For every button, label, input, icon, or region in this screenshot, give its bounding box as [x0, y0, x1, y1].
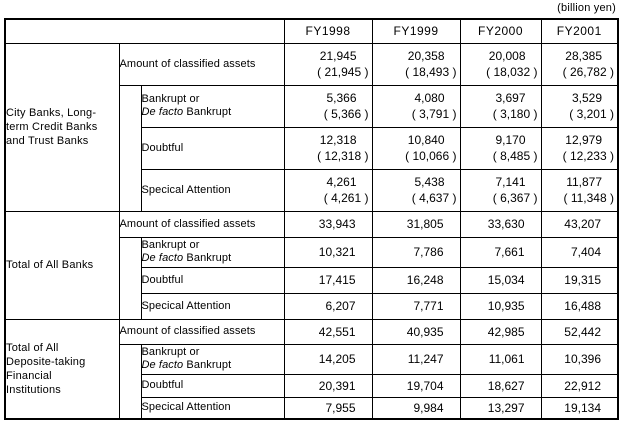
- value-main: 9,984: [413, 400, 444, 415]
- value-main: 42,985: [487, 324, 525, 339]
- value-cell: [460, 397, 541, 419]
- value-main: 10,396: [564, 352, 601, 366]
- value-cell: [284, 344, 372, 374]
- value-main: 3,529: [571, 91, 602, 105]
- value-main: 3,697: [495, 91, 526, 105]
- value-cell: [460, 169, 541, 211]
- value-cell: [372, 85, 460, 127]
- value-paren: ( 21,945 ): [317, 65, 369, 79]
- value-cell: [460, 267, 541, 293]
- value-main: 6,207: [325, 299, 356, 313]
- value-paren: ( 5,366 ): [323, 107, 369, 121]
- group-label-line: Total of All Banks: [6, 259, 94, 271]
- column-header-fy2000: FY2000: [460, 19, 541, 43]
- value-cell: [541, 319, 618, 344]
- value-cell: [541, 169, 618, 211]
- value-cell: [372, 397, 460, 419]
- column-header-fy1999: FY1999: [372, 19, 460, 43]
- bankrupt-label-rest: Bankrupt: [183, 106, 232, 118]
- value-cell: [372, 374, 460, 397]
- row-label-special-attention: Specical Attention: [141, 397, 284, 419]
- value-cell: [284, 43, 372, 85]
- corner-cell: [5, 19, 284, 43]
- value-main: 11,877: [566, 175, 602, 189]
- value-paren: ( 8,485 ): [492, 149, 538, 163]
- bankrupt-label-line2: [142, 359, 284, 372]
- value-paren: ( 18,493 ): [405, 65, 457, 79]
- value-cell: [541, 43, 618, 85]
- value-cell: [460, 43, 541, 85]
- value-cell: [460, 237, 541, 267]
- value-main: 18,627: [487, 378, 525, 393]
- value-main: 13,297: [487, 400, 525, 415]
- bankrupt-label-line1: Bankrupt or: [141, 93, 200, 105]
- classified-assets-table: [4, 18, 619, 420]
- value-main: 7,404: [570, 245, 601, 259]
- row-label-amount: Amount of classified assets: [119, 211, 284, 237]
- value-cell: [372, 237, 460, 267]
- value-main: 7,771: [413, 299, 444, 313]
- value-cell: [460, 85, 541, 127]
- value-cell: [541, 267, 618, 293]
- value-main: 20,358: [407, 49, 445, 63]
- value-main: 5,438: [414, 175, 445, 189]
- value-main: 43,207: [564, 217, 601, 231]
- group-label-line: term Credit Banks: [6, 121, 98, 133]
- value-cell: [541, 397, 618, 419]
- row-label-doubtful: Doubtful: [141, 374, 284, 397]
- group-label-line: Deposite-taking: [6, 355, 86, 368]
- value-main: 7,141: [495, 175, 526, 189]
- value-cell: [284, 267, 372, 293]
- value-cell: [372, 169, 460, 211]
- value-cell: [372, 267, 460, 293]
- value-cell: [284, 237, 372, 267]
- value-paren: ( 4,637 ): [411, 191, 457, 205]
- value-main: 4,261: [326, 175, 357, 189]
- value-cell: [460, 374, 541, 397]
- bankrupt-label-rest: Bankrupt: [183, 359, 232, 371]
- bankrupt-label-line2: [142, 252, 284, 265]
- group-label-total-all-banks: [5, 211, 119, 319]
- value-cell: [284, 127, 372, 169]
- column-header-fy1998: FY1998: [284, 19, 372, 43]
- value-cell: [541, 211, 618, 237]
- value-main: 10,321: [318, 245, 356, 259]
- bankrupt-label-line1: Bankrupt or: [141, 346, 200, 358]
- group-label-line: Institutions: [6, 383, 61, 396]
- row-label-doubtful: Doubtful: [141, 267, 284, 293]
- value-cell: [541, 85, 618, 127]
- value-paren: ( 11,348 ): [563, 191, 614, 205]
- value-main: 33,630: [487, 217, 525, 231]
- value-paren: ( 18,032 ): [486, 65, 538, 79]
- value-main: 10,935: [487, 299, 525, 313]
- value-cell: [541, 237, 618, 267]
- value-main: 12,979: [565, 133, 602, 147]
- value-main: 14,205: [318, 352, 356, 366]
- group-label-line: Total of All: [6, 341, 59, 354]
- value-main: 4,080: [414, 91, 445, 105]
- column-header-fy2001: FY2001: [541, 19, 618, 43]
- de-facto-italic: De facto: [141, 106, 184, 118]
- unit-note: (billion yen): [557, 2, 616, 14]
- value-cell: [284, 374, 372, 397]
- value-main: 9,170: [495, 133, 526, 147]
- group-label-line: and Trust Banks: [6, 135, 89, 147]
- bankrupt-label-line2: [142, 106, 284, 119]
- value-main: 17,415: [318, 273, 356, 287]
- value-cell: [541, 293, 618, 319]
- value-cell: [460, 344, 541, 374]
- value-cell: [372, 211, 460, 237]
- value-paren: ( 3,180 ): [492, 107, 538, 121]
- value-paren: ( 10,066 ): [405, 149, 457, 163]
- group-label-line: Financial: [6, 369, 52, 382]
- value-main: 12,318: [319, 133, 357, 147]
- group-label-line: City Banks, Long-: [6, 107, 97, 119]
- value-main: 20,008: [488, 49, 526, 63]
- value-cell: [460, 211, 541, 237]
- header-row: [5, 19, 618, 43]
- value-main: 10,840: [407, 133, 445, 147]
- value-paren: ( 26,782 ): [562, 65, 614, 79]
- value-cell: [541, 344, 618, 374]
- value-cell: [541, 127, 618, 169]
- row-label-amount: Amount of classified assets: [119, 43, 284, 85]
- value-cell: [460, 127, 541, 169]
- value-main: 11,061: [488, 352, 525, 366]
- value-main: 7,661: [494, 245, 525, 259]
- value-paren: ( 4,261 ): [323, 191, 369, 205]
- value-cell: [284, 211, 372, 237]
- value-main: 15,034: [487, 273, 525, 287]
- value-paren: ( 12,233 ): [562, 149, 614, 163]
- row-label-doubtful: Doubtful: [141, 127, 284, 169]
- row-label-special-attention: Specical Attention: [141, 169, 284, 211]
- value-main: 19,704: [406, 378, 444, 393]
- value-main: 21,945: [319, 49, 357, 63]
- bankrupt-label-line1: Bankrupt or: [141, 239, 200, 251]
- value-cell: [460, 293, 541, 319]
- value-main: 52,442: [564, 324, 601, 339]
- table-row: [5, 211, 618, 237]
- value-cell: [284, 85, 372, 127]
- value-main: 7,955: [325, 400, 356, 415]
- value-cell: [372, 319, 460, 344]
- de-facto-italic: De facto: [141, 252, 184, 264]
- row-label-bankrupt: [141, 85, 284, 127]
- value-main: 16,488: [564, 299, 601, 313]
- value-cell: [372, 127, 460, 169]
- value-cell: [372, 293, 460, 319]
- value-main: 19,315: [564, 273, 601, 287]
- value-main: 42,551: [318, 324, 356, 339]
- value-main: 28,385: [565, 49, 602, 63]
- value-main: 16,248: [406, 273, 444, 287]
- value-cell: [284, 319, 372, 344]
- value-cell: [372, 43, 460, 85]
- row-label-bankrupt: [141, 237, 284, 267]
- table-row: [5, 43, 618, 85]
- indent-spacer: [119, 344, 141, 419]
- value-cell: [284, 397, 372, 419]
- row-label-bankrupt: [141, 344, 284, 374]
- value-cell: [284, 169, 372, 211]
- value-main: 31,805: [406, 217, 444, 231]
- value-cell: [284, 293, 372, 319]
- group-label-total-deposit-taking: [5, 319, 119, 419]
- value-cell: [460, 319, 541, 344]
- value-main: 19,134: [564, 400, 601, 415]
- table-row: [5, 319, 618, 344]
- value-paren: ( 6,367 ): [492, 191, 538, 205]
- value-main: 7,786: [413, 245, 444, 259]
- bankrupt-label-rest: Bankrupt: [183, 252, 232, 264]
- group-label-city-banks: [5, 43, 119, 211]
- value-main: 20,391: [318, 378, 356, 393]
- value-main: 33,943: [318, 217, 356, 231]
- value-paren: ( 3,201 ): [569, 107, 614, 121]
- row-label-special-attention: Specical Attention: [141, 293, 284, 319]
- value-paren: ( 3,791 ): [411, 107, 457, 121]
- value-main: 40,935: [406, 324, 444, 339]
- value-cell: [372, 344, 460, 374]
- value-cell: [541, 374, 618, 397]
- value-main: 5,366: [326, 91, 357, 105]
- indent-spacer: [119, 85, 141, 211]
- de-facto-italic: De facto: [141, 359, 184, 371]
- value-main: 22,912: [564, 378, 601, 393]
- indent-spacer: [119, 237, 141, 319]
- row-label-amount: Amount of classified assets: [119, 319, 284, 344]
- value-main: 11,247: [407, 352, 444, 366]
- value-paren: ( 12,318 ): [317, 149, 369, 163]
